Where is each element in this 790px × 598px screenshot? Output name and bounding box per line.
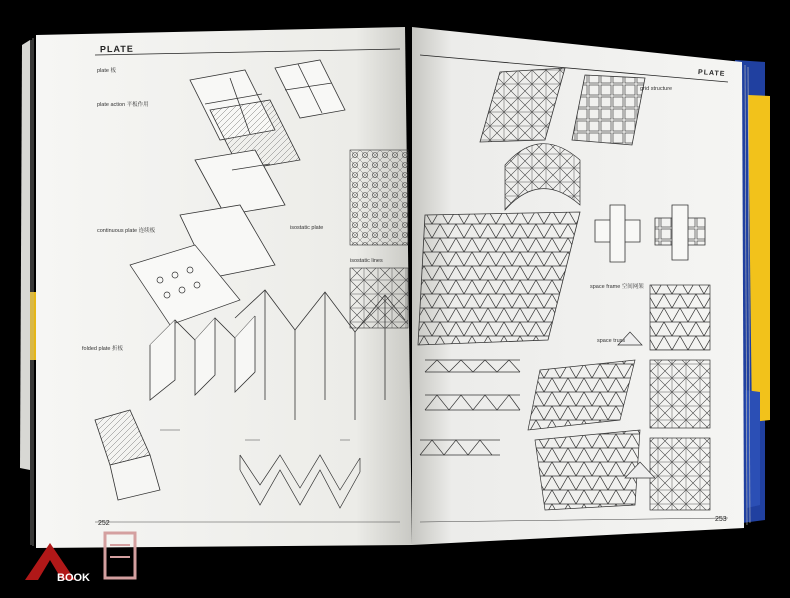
term-space-truss: space truss <box>597 338 626 344</box>
watermark-text: BOOK <box>57 572 90 584</box>
term-grid-structure: grid structure <box>640 86 673 92</box>
term-space-frame: space frame 空间网架 <box>590 284 644 290</box>
left-page-header: PLATE <box>99 43 134 55</box>
space-frame-plan-2 <box>650 360 710 428</box>
term-plate: plate 板 <box>97 68 116 74</box>
term-isostatic-plate: isostatic plate <box>290 225 324 231</box>
term-continuous-plate: continuous plate 连续板 <box>97 228 156 234</box>
space-truss-lattice <box>535 430 640 510</box>
term-plate-action: plate action 平板作用 <box>97 102 149 108</box>
term-folded-plate: folded plate 折板 <box>82 346 123 352</box>
right-page-number: 253 <box>715 516 727 523</box>
space-truss-3d <box>528 360 635 430</box>
rectangular-grid-drawing <box>572 75 645 145</box>
space-frame-plan-1 <box>650 285 710 350</box>
space-frame-plan-3 <box>650 438 710 510</box>
right-page-header: PLATE <box>697 69 726 78</box>
isostatic-lines-pattern <box>350 268 408 328</box>
left-page-number: 252 <box>98 520 110 527</box>
term-isostatic-lines: isostatic lines <box>350 258 383 264</box>
isostatic-plate-pattern <box>350 150 408 245</box>
